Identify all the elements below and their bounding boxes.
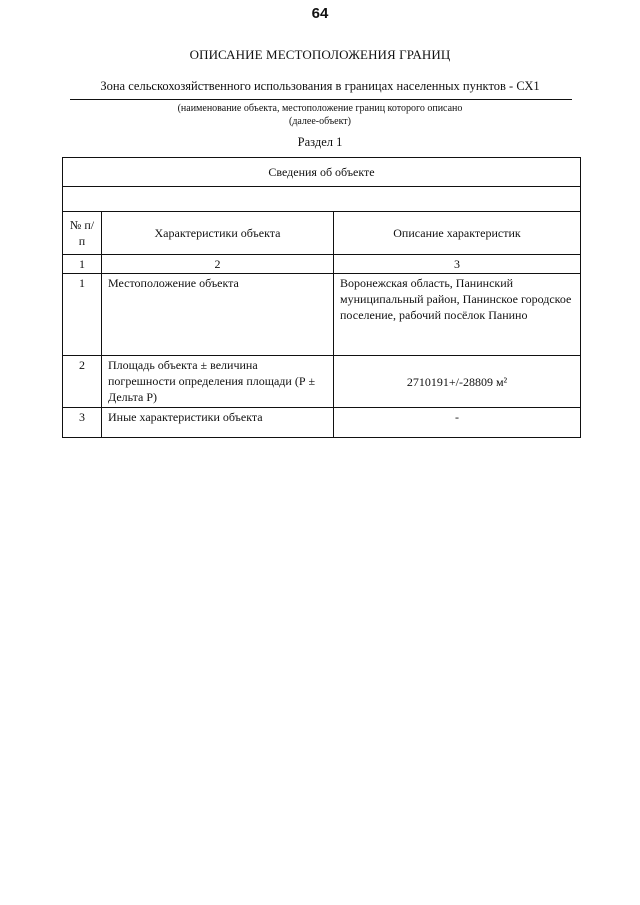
row-1-characteristic: Местоположение объекта [102,274,334,356]
table-row [63,356,581,408]
table-caption: Сведения об объекте [63,158,581,187]
table-empty-row [63,187,581,212]
object-caption-line-1: (наименование объекта, местоположение границ которого описано [177,103,463,114]
column-number-2: 2 [102,255,334,274]
header-num: № п/п [63,212,102,255]
object-caption-line-2: (далее-объект) [288,115,352,127]
column-number-1: 1 [63,255,102,274]
column-number-3: 3 [334,255,581,274]
page-number: 64 [311,5,329,22]
row-1-description: Воронежская область, Панинский муниципальный район, Панинское городское поселение, рабочий посёлок Панино [334,274,581,356]
header-characteristic: Характеристики объекта [102,212,334,255]
object-name-underline [70,99,572,100]
row-2-description: 2710191+/-28809 м² [334,356,581,408]
row-1-num: 1 [63,274,102,356]
table-row [63,408,581,438]
table-row [63,274,581,356]
row-3-description: - [334,408,581,438]
object-caption [0,103,640,128]
document-title: ОПИСАНИЕ МЕСТОПОЛОЖЕНИЯ ГРАНИЦ [189,47,451,62]
row-2-num: 2 [63,356,102,408]
header-description: Описание характеристик [334,212,581,255]
row-3-num: 3 [63,408,102,438]
row-3-characteristic: Иные характеристики объекта [102,408,334,438]
section-title: Раздел 1 [297,135,343,149]
object-info-table [62,157,581,438]
object-name: Зона сельскохозяйственного использования в границах населенных пунктов - СХ1 [100,79,540,93]
row-2-characteristic: Площадь объекта ± величина погрешности определения площади (Р ± Дельта Р) [102,356,334,408]
